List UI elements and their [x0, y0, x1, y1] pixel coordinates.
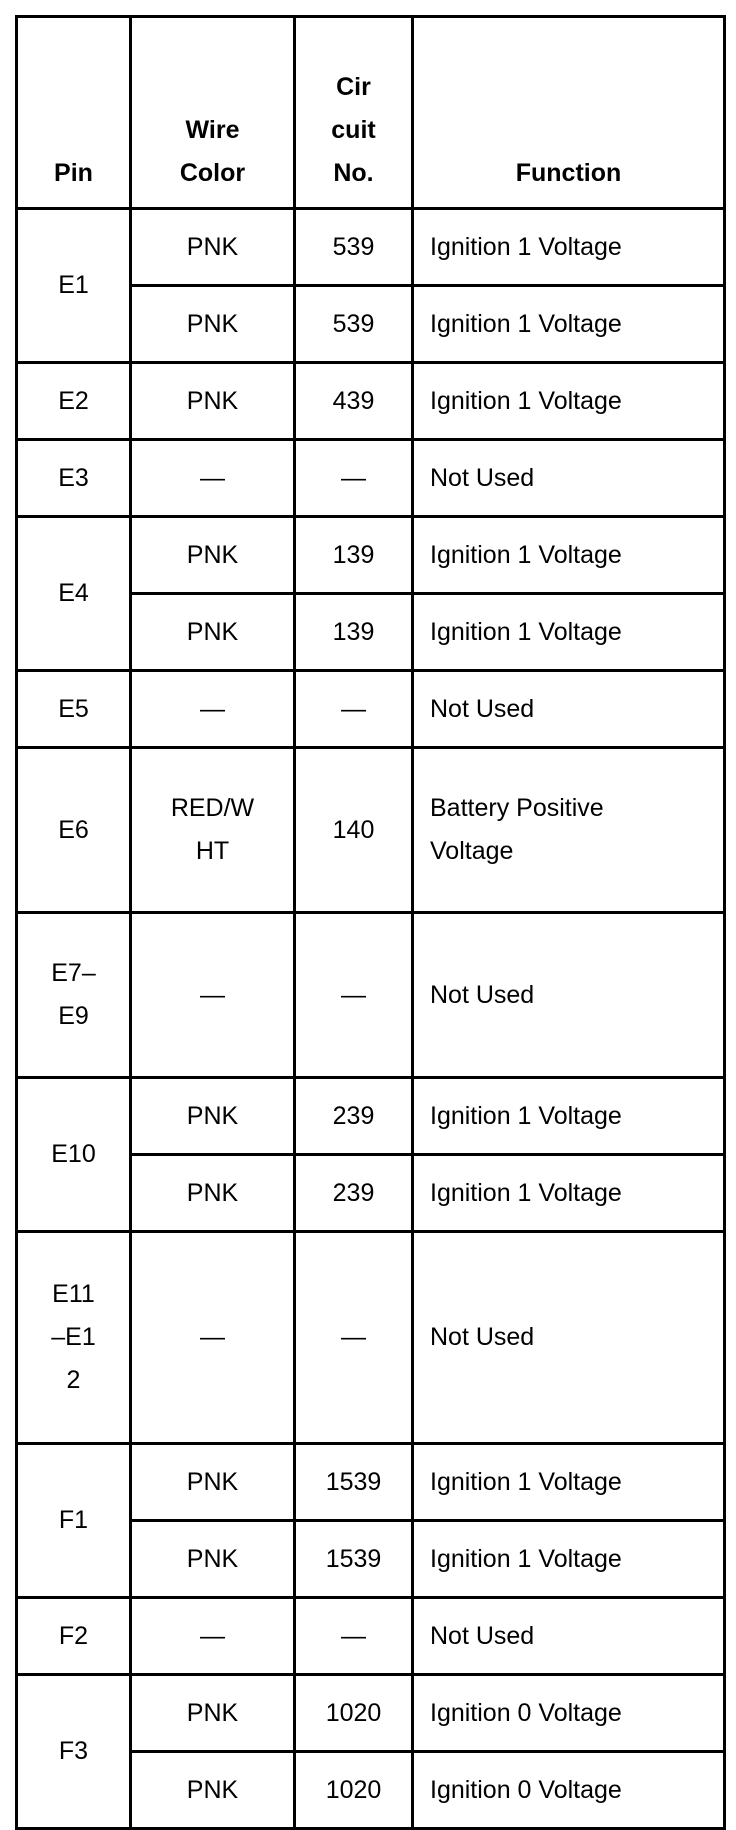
pin-value: E10 — [51, 1140, 96, 1168]
wire-color-cell — [131, 363, 295, 440]
wire-color-value: RED/WHT — [170, 794, 255, 865]
pin-value: E5 — [58, 694, 89, 723]
table-row — [17, 748, 725, 913]
circuit-cell — [295, 363, 413, 440]
table-row — [17, 1078, 725, 1155]
circuit-value: 1539 — [325, 1467, 382, 1496]
function-value: Not Used — [430, 463, 535, 492]
wire-color-cell — [131, 1232, 295, 1444]
circuit-cell — [295, 1444, 413, 1521]
function-cell — [413, 209, 725, 286]
circuit-value: 139 — [332, 540, 375, 569]
wire-color-value: — — [200, 980, 225, 1009]
function-header-label: Function — [515, 159, 622, 187]
wire-color-value: PNK — [186, 232, 239, 261]
circuit-value: 1539 — [325, 1544, 382, 1573]
wire-color-value: PNK — [186, 1178, 239, 1207]
wire-color-cell — [131, 594, 295, 671]
pin-cell — [17, 1444, 131, 1598]
table-row — [17, 517, 725, 594]
pin-cell — [17, 363, 131, 440]
circuit-number-header-label: Cir cuit No. — [331, 73, 376, 187]
wire-color-cell — [131, 1752, 295, 1829]
circuit-value: — — [341, 463, 366, 492]
circuit-cell — [295, 440, 413, 517]
wire-color-cell — [131, 1521, 295, 1598]
function-value: Ignition 1 Voltage — [430, 309, 622, 338]
table-row — [17, 1232, 725, 1444]
function-value: Not Used — [430, 1621, 535, 1650]
pin-cell — [17, 1078, 131, 1232]
wire-color-cell — [131, 1078, 295, 1155]
function-value: Ignition 1 Voltage — [430, 617, 622, 646]
function-cell — [413, 363, 725, 440]
function-cell — [413, 517, 725, 594]
circuit-value: — — [341, 1621, 366, 1650]
pin-value: F2 — [58, 1621, 89, 1650]
table-row — [17, 1675, 725, 1752]
pin-value: E3 — [58, 463, 89, 492]
function-cell — [413, 1078, 725, 1155]
pin-value: F3 — [58, 1737, 89, 1765]
circuit-cell — [295, 209, 413, 286]
circuit-cell — [295, 1078, 413, 1155]
function-cell — [413, 440, 725, 517]
circuit-cell — [295, 1521, 413, 1598]
pin-cell — [17, 1675, 131, 1829]
pin-value: E6 — [58, 815, 89, 844]
circuit-cell — [295, 671, 413, 748]
pin-value: E2 — [58, 386, 89, 415]
circuit-value: 539 — [332, 309, 375, 338]
wire-color-value: PNK — [186, 1467, 239, 1496]
function-value: Not Used — [430, 694, 535, 723]
circuit-cell — [295, 913, 413, 1078]
wire-color-value: PNK — [186, 1775, 239, 1804]
circuit-value: 139 — [332, 617, 375, 646]
function-column-header — [413, 17, 725, 209]
circuit-cell — [295, 1232, 413, 1444]
wire-color-value: PNK — [186, 540, 239, 569]
circuit-cell — [295, 1675, 413, 1752]
pin-cell — [17, 209, 131, 363]
pin-cell — [17, 671, 131, 748]
circuit-cell — [295, 286, 413, 363]
wire-color-cell — [131, 517, 295, 594]
table-row — [17, 363, 725, 440]
table-row — [17, 1444, 725, 1521]
table-row — [17, 209, 725, 286]
wire-color-value: PNK — [186, 617, 239, 646]
wire-color-value: PNK — [186, 1544, 239, 1573]
circuit-value: 439 — [332, 386, 375, 415]
pin-value: E11–E12 — [51, 1280, 96, 1394]
circuit-value: — — [341, 1323, 366, 1351]
wire-color-value: — — [200, 1323, 225, 1351]
pin-cell — [17, 440, 131, 517]
function-value: Ignition 0 Voltage — [430, 1698, 622, 1727]
wire-color-value: PNK — [186, 386, 239, 415]
circuit-cell — [295, 517, 413, 594]
pin-value: E7–E9 — [51, 959, 96, 1030]
pin-value: F1 — [58, 1506, 89, 1534]
wire-color-cell — [131, 748, 295, 913]
table-row — [17, 440, 725, 517]
wire-color-cell — [131, 286, 295, 363]
function-cell — [413, 1444, 725, 1521]
wire-color-value: PNK — [186, 309, 239, 338]
function-value: Ignition 1 Voltage — [430, 1178, 622, 1207]
function-cell — [413, 286, 725, 363]
function-value: Ignition 1 Voltage — [430, 1467, 622, 1496]
function-value: Ignition 1 Voltage — [430, 1101, 622, 1130]
pin-cell — [17, 1232, 131, 1444]
function-cell — [413, 913, 725, 1078]
pin-header-label: Pin — [54, 159, 93, 187]
function-cell — [413, 1752, 725, 1829]
circuit-cell — [295, 1598, 413, 1675]
function-value: Ignition 1 Voltage — [430, 232, 622, 261]
table-row — [17, 671, 725, 748]
function-cell — [413, 748, 725, 913]
table-row — [17, 913, 725, 1078]
wire-color-value: — — [200, 1621, 225, 1650]
pin-cell — [17, 748, 131, 913]
circuit-number-column-header — [295, 17, 413, 209]
circuit-value: 539 — [332, 232, 375, 261]
wire-color-value: — — [200, 463, 225, 492]
wire-color-cell — [131, 1675, 295, 1752]
pin-cell — [17, 517, 131, 671]
wire-color-cell — [131, 913, 295, 1078]
wire-color-value: PNK — [186, 1698, 239, 1727]
wire-color-header-label: Wire Color — [179, 116, 246, 187]
function-value: Not Used — [430, 980, 535, 1009]
function-cell — [413, 1598, 725, 1675]
function-cell — [413, 1155, 725, 1232]
wire-color-cell — [131, 440, 295, 517]
function-cell — [413, 1675, 725, 1752]
wire-color-column-header — [131, 17, 295, 209]
circuit-value: 1020 — [325, 1698, 382, 1727]
function-value: Not Used — [430, 1323, 535, 1351]
function-cell — [413, 1521, 725, 1598]
wire-color-cell — [131, 209, 295, 286]
pin-value: E1 — [58, 271, 89, 299]
circuit-cell — [295, 1752, 413, 1829]
function-value: Ignition 0 Voltage — [430, 1775, 622, 1804]
function-value: Battery Positive Voltage — [430, 794, 604, 865]
pin-column-header — [17, 17, 131, 209]
wire-color-value: — — [200, 694, 225, 723]
table-row — [17, 1598, 725, 1675]
wire-color-cell — [131, 1598, 295, 1675]
function-cell — [413, 1232, 725, 1444]
table-header-row — [17, 17, 725, 209]
wire-color-cell — [131, 671, 295, 748]
pin-cell — [17, 913, 131, 1078]
circuit-value: 140 — [332, 815, 375, 844]
connector-pinout-table — [15, 15, 726, 1830]
circuit-value: 1020 — [325, 1775, 382, 1804]
circuit-value: 239 — [332, 1178, 375, 1207]
function-cell — [413, 594, 725, 671]
function-cell — [413, 671, 725, 748]
function-value: Ignition 1 Voltage — [430, 540, 622, 569]
pin-value: E4 — [58, 579, 89, 607]
pin-cell — [17, 1598, 131, 1675]
circuit-value: — — [341, 980, 366, 1009]
circuit-cell — [295, 748, 413, 913]
function-value: Ignition 1 Voltage — [430, 1544, 622, 1573]
circuit-cell — [295, 1155, 413, 1232]
wire-color-cell — [131, 1155, 295, 1232]
function-value: Ignition 1 Voltage — [430, 386, 622, 415]
wire-color-cell — [131, 1444, 295, 1521]
circuit-cell — [295, 594, 413, 671]
circuit-value: — — [341, 694, 366, 723]
circuit-value: 239 — [332, 1101, 375, 1130]
wire-color-value: PNK — [186, 1101, 239, 1130]
